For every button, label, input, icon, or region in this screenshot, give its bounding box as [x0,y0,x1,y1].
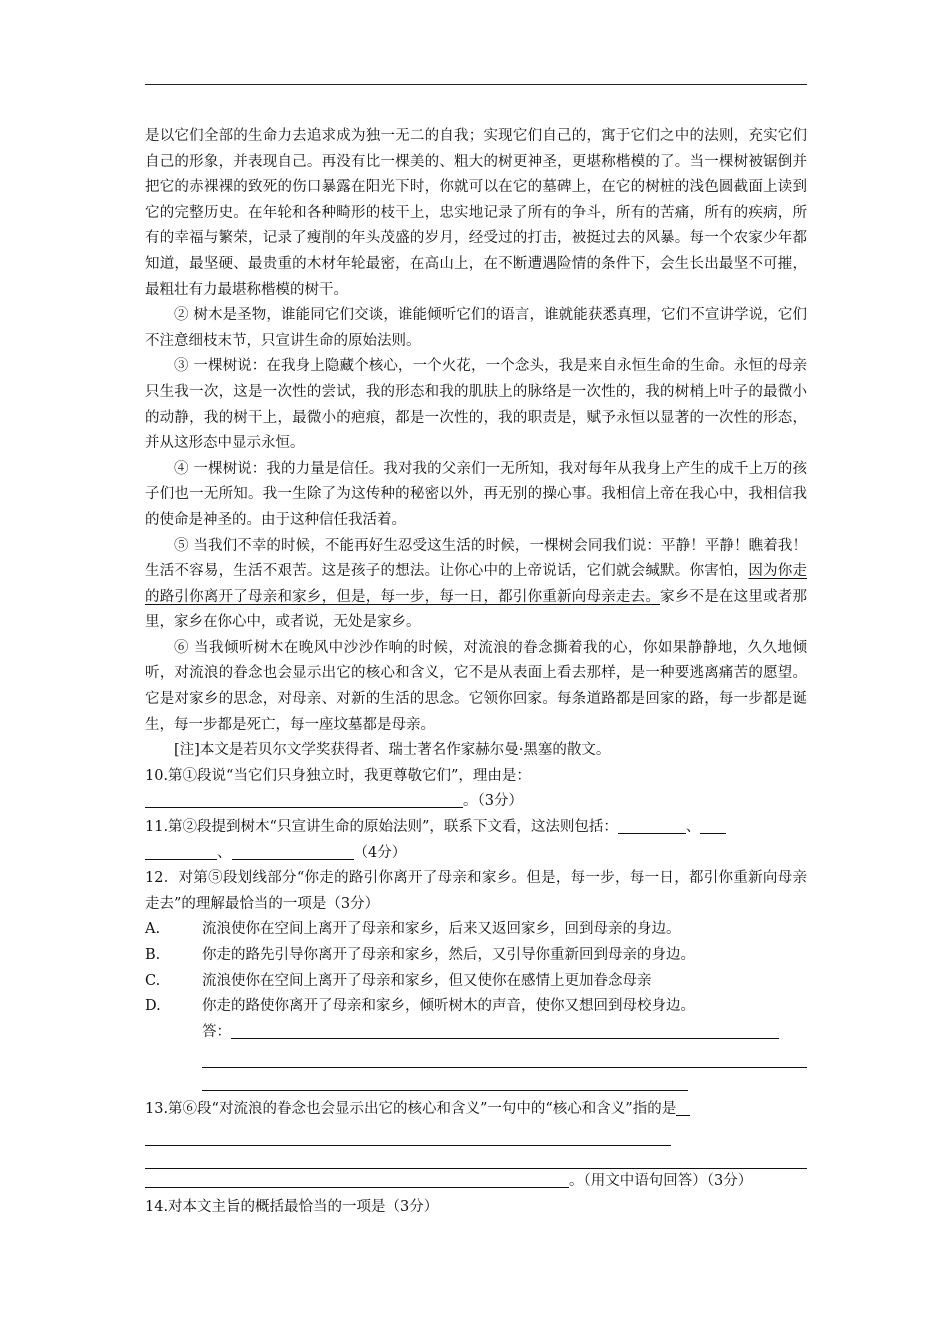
q13-answer-line-1 [145,1123,807,1146]
option-label: A. [145,921,161,938]
option-label: B. [145,947,161,963]
q13-answer-blank-3[interactable] [145,1172,569,1188]
author-note: [注]本文是若贝尔文学奖获得者、瑞士著名作家赫尔曼·黑塞的散文。 [174,742,611,759]
p5-text-after: 家乡不是在这里或者那里，家乡在你心中，或者说，无处是家乡。 [145,588,808,631]
question-13-answer-row [145,1169,807,1195]
option-text: 流浪使你在空间上离开了母亲和家乡，后来又返回家乡，回到母亲的身边。 [202,921,681,938]
q11-blank-3[interactable] [232,844,354,860]
option-text: 流浪使你在空间上离开了母亲和家乡，但又使你在感情上更加眷念母亲 [202,972,652,989]
q12-answer-blank-3[interactable] [202,1068,688,1091]
passage-paragraph-1-continued: 是以它们全部的生命力去追求成为独一无二的自我；实现它们自己的，寓于它们之中的法则，充实它们自己的形象，并表现自己。再没有比一棵美的、粗大的树更神圣，更堪称楷模的了。当一棵树被锯倒并把它的赤裸裸的致死的伤口暴露在阳光下时，你就可以在它的墓碑上，在它的树桩的浅色圆截面上读到它的完整历史。在年轮和各种畸形的枝干上，忠实地记录了所有的争斗，所有的苦痛，所有的疾病，所有的幸福与繁荣，记录了瘦削的年头茂盛的岁月，经受过的打击，被挺过去的风暴。每一个农家少年都知道，最坚硬、最贵重的木材年轮最密，在高山上，在不断遭遇险情的条件下，会生长出最坚不可摧，最粗壮有力最堪称楷模的树干。 [145,128,807,298]
q11-separator: 、 [685,819,701,836]
question-14: 14.对本文主旨的概括最恰当的一项是（3分） [145,1198,439,1215]
option-label: C. [145,972,161,989]
question-11 [145,815,807,841]
q12-answer-blank-2[interactable] [202,1045,807,1068]
q12-option-a[interactable] [145,917,807,943]
q11-text: 11.第②段提到树木“只宣讲生命的原始法则”，联系下文看，这法则包括： [145,819,618,836]
question-10: 10.第①段说“当它们只身独立时，我更尊敬它们”，理由是： [145,767,531,784]
q10-score: 。（3分） [463,793,523,810]
p5-text-before: ⑤ 当我们不幸的时候，不能再好生忍受这生活的时候，一棵树会同我们说：平静！平静！瞧着我！生活不容易，生活不艰苦。这是孩子的想法。让你心中的上帝说话，它们就会缄默。你害怕， [145,537,807,580]
question-11-continued [145,841,807,867]
q13-blank-start[interactable] [676,1101,690,1117]
q13-instruction: 。（用文中语句回答）（3分） [569,1172,753,1189]
q12-answer-line-3 [145,1068,807,1091]
p5-underlined-sentence: 因为你走的路引你离开了母亲和家乡，但是，每一步，每一日，都引你重新向母亲走去。 [145,563,808,605]
option-label: D. [145,998,161,1015]
passage-paragraph-3: ③ 一棵树说：在我身上隐藏个核心，一个火花，一个念头，我是来自永恒生命的生命。永恒的母亲只生我一次，这是一次性的尝试，我的形态和我的肌肤上的脉络是一次性的，我的树梢上叶子的最微小的动静，我的树干上，最微小的疤痕，都是一次性的，我的职责是，赋予永恒以显著的一次性的形态，并从这形态中显示永恒。 [145,358,807,452]
passage-paragraph-5 [145,534,807,636]
q11-blank-2-end[interactable] [145,844,217,860]
option-text: 你走的路使你离开了母亲和家乡，倾听树木的声音，使你又想回到母校身边。 [202,998,695,1015]
q11-blank-2-start[interactable] [700,819,726,835]
q12-option-c[interactable] [145,969,807,995]
q11-blank-1[interactable] [618,819,686,835]
header-rule [145,84,807,85]
passage-paragraph-6: ⑥ 当我倾听树木在晚风中沙沙作响的时候，对流浪的眷念撕着我的心，你如果静静地，久久地倾听，对流浪的眷念也会显示出它的核心和含义，它不是从表面上看去那样，是一种要逃离痛苦的愿望。它是对家乡的思念，对母亲、对新的生活的思念。它领你回家。每条道路都是回家的路，每一步都是诞生，每一步都是死亡，每一座坟墓都是母亲。 [145,639,807,733]
passage-paragraph-2: ② 树木是圣物，谁能同它们交谈，谁能倾听它们的语言，谁就能获悉真理，它们不宣讲学说，它们不注意细枝末节，只宣讲生命的原始法则。 [145,307,807,349]
q12-answer-line-2 [145,1045,807,1068]
q13-answer-blank-1[interactable] [145,1123,671,1146]
q11-separator-2: 、 [217,844,232,861]
question-10-answer-row [145,789,807,815]
q10-answer-blank[interactable] [145,793,463,809]
question-13 [145,1097,807,1123]
option-text: 你走的路先引导你离开了母亲和家乡，然后，又引导你重新回到母亲的身边。 [202,947,695,963]
q13-text: 13.第⑥段“对流浪的眷念也会显示出它的核心和含义”一句中的“核心和含义”指的是 [145,1101,677,1118]
q12-option-b[interactable] [145,943,807,969]
answer-label: 答： [202,1023,231,1040]
passage-paragraph-4: ④ 一棵树说：我的力量是信任。我对我的父亲们一无所知，我对每年从我身上产生的成千上万的孩子们也一无所知。我一生除了为这传种的秘密以外，再无别的操心事。我相信上帝在我心中，我相信我的使命是神圣的。由于这种信任我活着。 [145,460,807,528]
q12-answer-row [145,1020,807,1046]
exam-page [145,124,807,1220]
q13-answer-line-2 [145,1146,807,1169]
q12-answer-blank-1[interactable] [231,1023,779,1039]
q12-option-d[interactable] [145,994,807,1020]
q13-answer-blank-2[interactable] [145,1146,807,1169]
question-12: 12．对第⑤段划线部分“你走的路引你离开了母亲和家乡。但是，每一步，每一日，都引你重新向母亲走去”的理解最恰当的一项是（3分） [145,870,807,912]
q11-score: （4分） [353,844,407,861]
